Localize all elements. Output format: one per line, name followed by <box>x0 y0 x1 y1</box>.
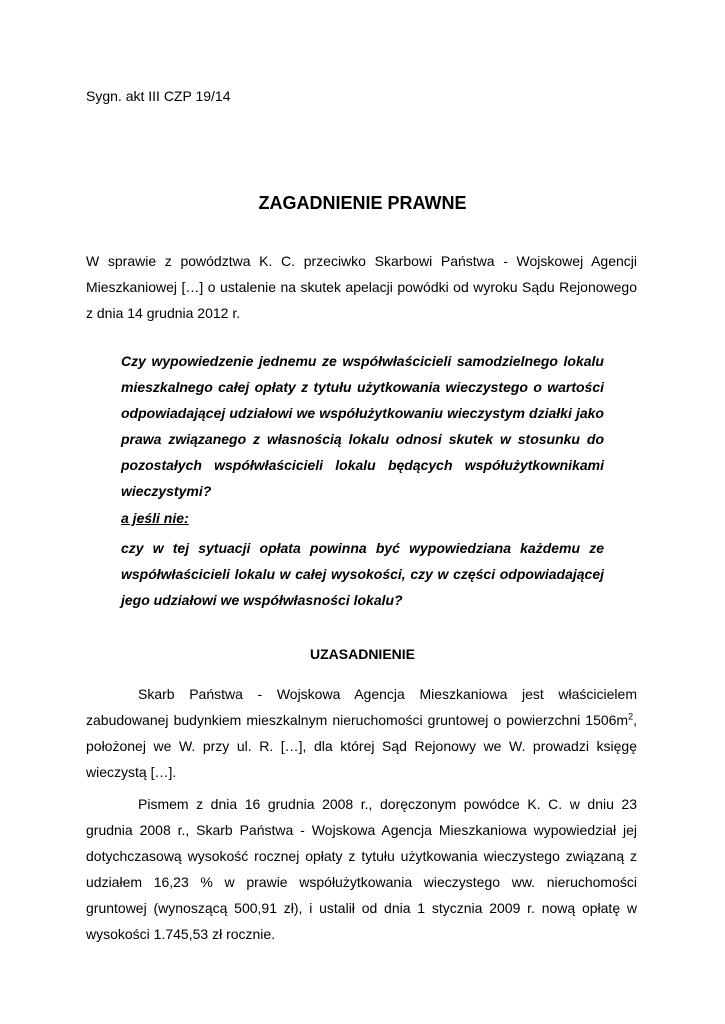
justification-paragraph-2: Pismem z dnia 16 grudnia 2008 r., doręczonym powódce K. C. w dniu 23 grudnia 2008 r., Skarb Państwa - Wojskowa Agencja Mieszkaniowa wypowiedział jej dotychczasową wysokość rocznej opłaty z tytułu użytkowania wieczystego związaną z udziałem 16,23 % w prawie współużytkowania wieczystego ww. nieruchomości gruntowej (wynoszącą 500,91 zł), i ustalił od dnia 1 stycznia 2009 r. nową opłatę w wysokości 1.745,53 zł rocznie. <box>86 796 637 942</box>
superscript-2: 2 <box>628 711 634 722</box>
intro-paragraph: W sprawie z powództwa K. C. przeciwko Skarbowi Państwa - Wojskowej Agencji Mieszkaniowej […] o ustalenie na skutek apelacji powódki od wyroku Sądu Rejonowego z dnia 14 grudnia 2012 r. <box>86 253 637 321</box>
document-title: ZAGADNIENIE PRAWNE <box>258 193 467 213</box>
justification-heading: UZASADNIENIE <box>309 646 415 662</box>
paragraph-1-text-continued: , położonej we W. przy ul. R. […], dla której Sąd Rejonowy we W. prowadzi księgę wieczystą […]. <box>86 712 637 780</box>
paragraph-1-text: Skarb Państwa - Wojskowa Agencja Mieszkaniowa jest właścicielem zabudowanej budynkiem mieszkalnym nieruchomości gruntowej o powierzchni 1506m <box>86 686 637 728</box>
legal-question-alternative: czy w tej sytuacji opłata powinna być wypowiedziana każdemu ze współwłaścicieli lokalu w całej wysokości, czy w części odpowiadającej jego udziałowi we współwłasności lokalu? <box>121 540 604 608</box>
case-number: Sygn. akt III CZP 19/14 <box>86 88 231 104</box>
legal-question-main: Czy wypowiedzenie jednemu ze współwłaścicieli samodzielnego lokalu mieszkalnego całej opłaty z tytułu użytkowania wieczystego o wartości odpowiadającej udziałowi we współużytkowaniu wieczystym działki jako prawa związanego z własnością lokalu odnosi skutek w stosunku do pozostałych współwłaścicieli lokalu będących współużytkownikami wieczystymi? <box>121 353 604 499</box>
justification-paragraph-1 <box>86 681 637 785</box>
legal-question-alternative-label: a jeśli nie: <box>121 510 189 526</box>
